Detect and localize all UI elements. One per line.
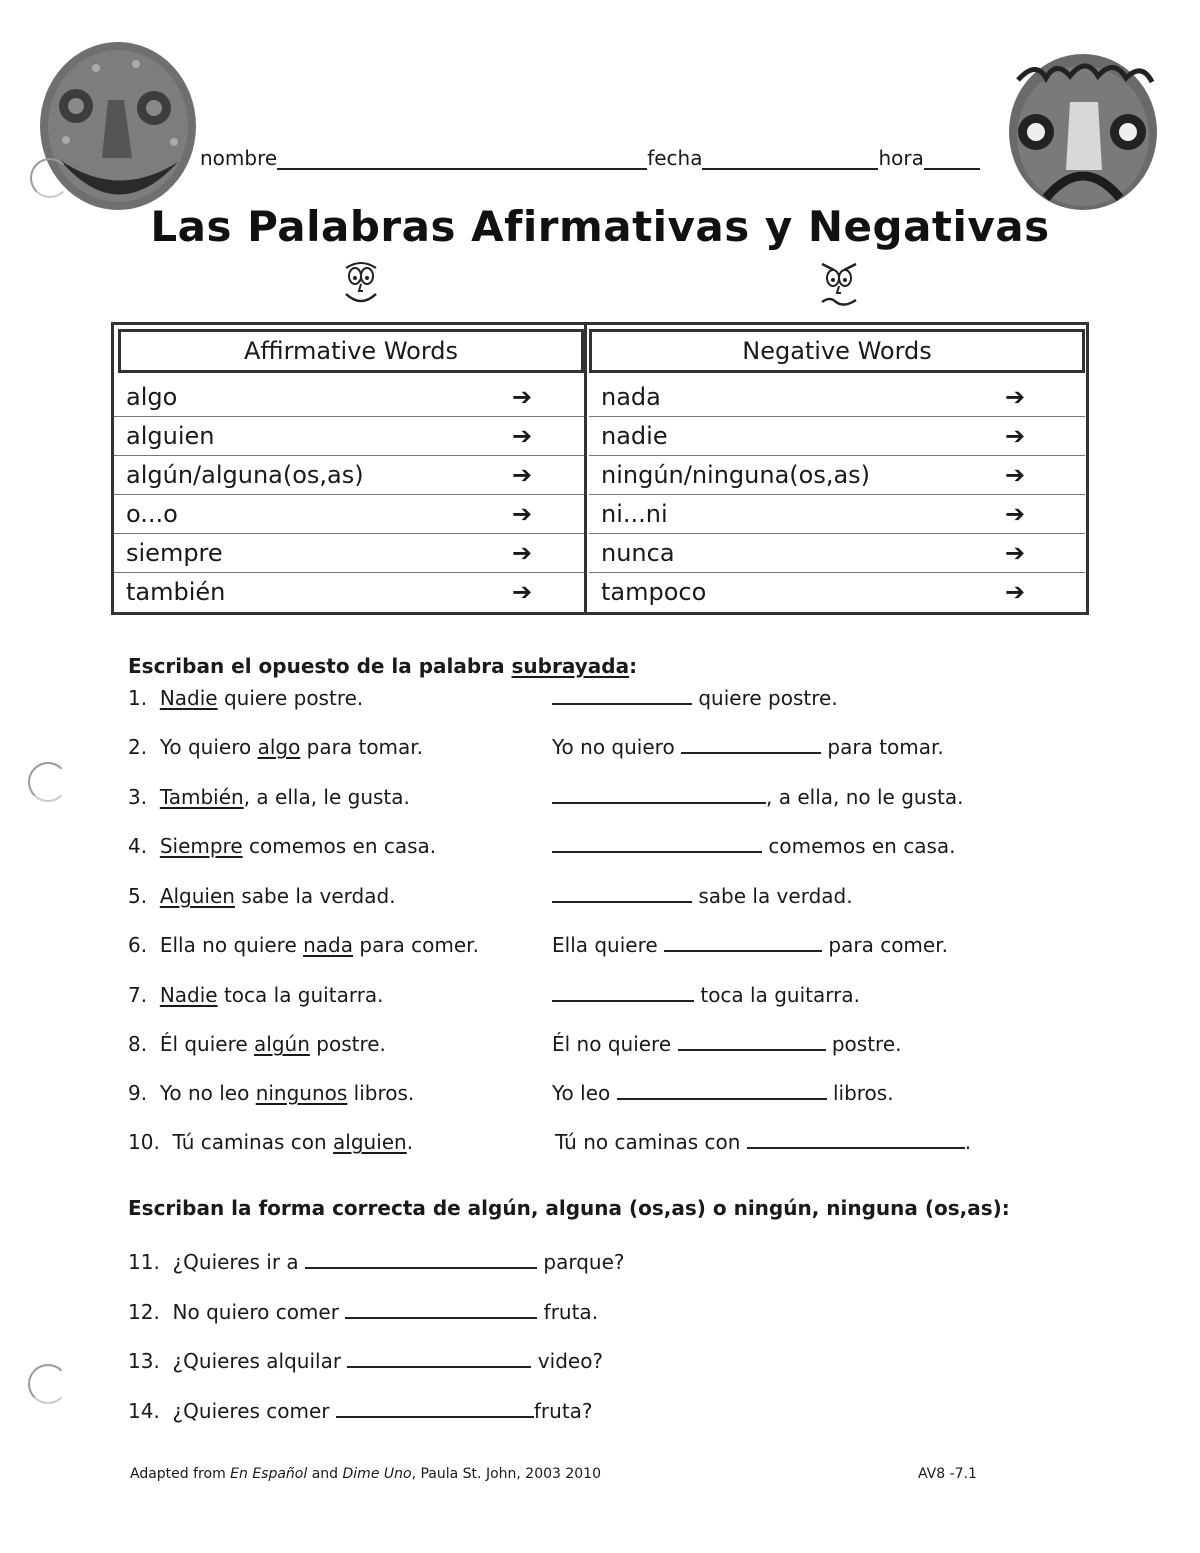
item-number: 14. — [128, 1399, 160, 1423]
response-text: Tú no caminas con — [555, 1130, 747, 1154]
item-number: 4. — [128, 834, 148, 858]
table-row — [114, 456, 584, 495]
response-text: para tomar. — [821, 735, 944, 759]
negative-column — [589, 378, 1085, 612]
exercise-response — [552, 933, 948, 957]
arrow-icon: ➔ — [1005, 578, 1026, 606]
affirmative-word: algo — [126, 383, 178, 411]
answer-blank[interactable] — [552, 689, 692, 705]
arrow-icon: ➔ — [512, 539, 533, 567]
affirmative-word: algún/alguna(os,as) — [126, 461, 364, 489]
response-text: toca la guitarra. — [694, 983, 860, 1007]
response-text: para comer. — [822, 933, 948, 957]
item-number: 9. — [128, 1081, 148, 1105]
exercise-response — [552, 834, 956, 858]
response-text: Él no quiere — [552, 1032, 678, 1056]
arrow-icon: ➔ — [1005, 500, 1026, 528]
exercise-prompt — [128, 1349, 603, 1373]
affirmative-word: siempre — [126, 539, 223, 567]
underlined-word: Siempre — [159, 834, 243, 858]
nombre-label: nombre — [200, 146, 278, 170]
prompt-text: toca la guitarra. — [217, 983, 384, 1007]
table-row — [589, 417, 1085, 456]
negative-word: ni...ni — [601, 500, 668, 528]
table-row — [589, 573, 1085, 612]
answer-blank[interactable] — [678, 1035, 826, 1051]
response-text: Yo no quiero — [552, 735, 682, 759]
answer-blank[interactable] — [552, 788, 766, 804]
exercise-prompt — [128, 1399, 593, 1423]
exercise-prompt — [128, 983, 384, 1007]
footer-credit — [130, 1466, 601, 1482]
response-text: quiere postre. — [692, 686, 838, 710]
item-number: 2. — [128, 735, 148, 759]
instruction-underlined-word: subrayada — [511, 654, 630, 678]
answer-blank[interactable] — [347, 1352, 531, 1368]
table-row — [589, 378, 1085, 417]
exercise-response — [555, 1130, 971, 1154]
fecha-label: fecha — [647, 146, 703, 170]
table-row — [114, 417, 584, 456]
response-text: Ella quiere — [552, 933, 665, 957]
punch-hole-mark — [30, 158, 70, 198]
prompt-text: video? — [531, 1349, 604, 1373]
exercise-response — [552, 1032, 902, 1056]
arrow-icon: ➔ — [1005, 539, 1026, 567]
affirmative-word: también — [126, 578, 226, 606]
instruction-colon: : — [629, 654, 638, 678]
book-title: Dime Uno — [342, 1466, 412, 1482]
affirmative-word: o...o — [126, 500, 178, 528]
prompt-text: para comer. — [353, 933, 479, 957]
exercise-response — [552, 983, 860, 1007]
prompt-text: parque? — [537, 1250, 625, 1274]
underlined-word: Nadie — [159, 983, 218, 1007]
frowning-face-doodle-icon — [816, 256, 862, 310]
prompt-text: Ella no quiere — [159, 933, 304, 957]
answer-blank[interactable] — [747, 1133, 965, 1149]
arrow-icon: ➔ — [1005, 383, 1026, 411]
item-number: 6. — [128, 933, 148, 957]
response-text: libros. — [826, 1081, 894, 1105]
prompt-text: ¿Quieres ir a — [172, 1250, 306, 1274]
answer-blank[interactable] — [305, 1253, 537, 1269]
answer-blank[interactable] — [345, 1303, 537, 1319]
prompt-text: fruta. — [537, 1300, 599, 1324]
credit-text: , Paula St. John, 2003 2010 — [411, 1466, 601, 1482]
exercise-response — [552, 686, 838, 710]
underlined-word: alguien — [333, 1130, 407, 1154]
credit-text: and — [307, 1466, 343, 1482]
negative-word: nada — [601, 383, 661, 411]
prompt-text: sabe la verdad. — [234, 884, 396, 908]
response-text: . — [964, 1130, 972, 1154]
sad-mask-illustration — [1006, 50, 1161, 212]
response-text: postre. — [825, 1032, 902, 1056]
response-text: sabe la verdad. — [692, 884, 853, 908]
item-number: 5. — [128, 884, 148, 908]
answer-blank[interactable] — [336, 1402, 534, 1418]
hora-field[interactable] — [924, 150, 980, 170]
table-row — [589, 534, 1085, 573]
prompt-text: Yo no leo — [159, 1081, 256, 1105]
prompt-text: ¿Quieres alquilar — [172, 1349, 348, 1373]
exercise-prompt — [128, 884, 396, 908]
item-number: 3. — [128, 785, 148, 809]
table-row — [114, 495, 584, 534]
section1-instruction — [128, 654, 637, 678]
arrow-icon: ➔ — [512, 383, 533, 411]
fecha-field[interactable] — [702, 150, 878, 170]
item-number: 13. — [128, 1349, 160, 1373]
answer-blank[interactable] — [552, 887, 692, 903]
arrow-icon: ➔ — [512, 461, 533, 489]
item-number: 11. — [128, 1250, 160, 1274]
arrow-icon: ➔ — [1005, 461, 1026, 489]
table-column-divider — [584, 322, 587, 615]
underlined-word: Alguien — [159, 884, 235, 908]
prompt-text: Yo quiero — [159, 735, 258, 759]
punch-hole-mark — [28, 1364, 68, 1404]
answer-blank[interactable] — [664, 936, 822, 952]
exercise-response — [552, 884, 853, 908]
underlined-word: Nadie — [159, 686, 218, 710]
affirmative-negative-table — [111, 322, 1089, 615]
smiling-face-doodle-icon — [338, 258, 384, 312]
page-title: Las Palabras Afirmativas y Negativas — [150, 202, 1050, 251]
response-text: Yo leo — [552, 1081, 617, 1105]
prompt-text: Él quiere — [159, 1032, 255, 1056]
prompt-text: fruta? — [533, 1399, 593, 1423]
answer-blank[interactable] — [681, 738, 821, 754]
exercise-prompt — [128, 1081, 414, 1105]
negative-word: nunca — [601, 539, 675, 567]
name-date-period-row — [200, 140, 980, 170]
exercise-prompt — [128, 1130, 413, 1154]
item-number: 7. — [128, 983, 148, 1007]
arrow-icon: ➔ — [512, 422, 533, 450]
prompt-text: Tú caminas con — [172, 1130, 334, 1154]
answer-blank[interactable] — [552, 986, 694, 1002]
credit-text: Adapted from — [130, 1466, 231, 1482]
item-number: 1. — [128, 686, 148, 710]
prompt-text: comemos en casa. — [242, 834, 437, 858]
exercise-prompt — [128, 1300, 598, 1324]
prompt-text: quiere postre. — [217, 686, 364, 710]
affirmative-header: Affirmative Words — [118, 329, 584, 373]
item-number: 10. — [128, 1130, 160, 1154]
table-row — [589, 495, 1085, 534]
exercise-prompt — [128, 785, 410, 809]
book-title: En Español — [230, 1466, 308, 1482]
exercise-response — [552, 735, 944, 759]
affirmative-column — [114, 378, 584, 612]
prompt-text: postre. — [309, 1032, 386, 1056]
prompt-text: , a ella, le gusta. — [243, 785, 410, 809]
exercise-response — [552, 1081, 894, 1105]
affirmative-word: alguien — [126, 422, 215, 450]
exercise-response — [552, 785, 963, 809]
response-text: comemos en casa. — [762, 834, 956, 858]
table-row — [589, 456, 1085, 495]
negative-word: tampoco — [601, 578, 707, 606]
exercise-prompt — [128, 735, 423, 759]
answer-blank[interactable] — [617, 1084, 827, 1100]
negative-header: Negative Words — [589, 329, 1085, 373]
exercise-prompt — [128, 1250, 625, 1274]
response-text: , a ella, no le gusta. — [766, 785, 964, 809]
answer-blank[interactable] — [552, 837, 762, 853]
exercise-prompt — [128, 933, 479, 957]
exercise-prompt — [128, 686, 363, 710]
instruction-text: Escriban el opuesto de la palabra — [128, 654, 512, 678]
prompt-text: No quiero comer — [172, 1300, 346, 1324]
worksheet-code: AV8 -7.1 — [918, 1466, 977, 1482]
item-number: 8. — [128, 1032, 148, 1056]
table-row — [114, 573, 584, 612]
exercise-prompt — [128, 1032, 386, 1056]
underlined-word: algo — [257, 735, 301, 759]
prompt-text: . — [406, 1130, 414, 1154]
arrow-icon: ➔ — [512, 500, 533, 528]
negative-word: ningún/ninguna(os,as) — [601, 461, 871, 489]
hora-label: hora — [878, 146, 924, 170]
arrow-icon: ➔ — [1005, 422, 1026, 450]
underlined-word: ningunos — [255, 1081, 348, 1105]
arrow-icon: ➔ — [512, 578, 533, 606]
underlined-word: nada — [303, 933, 354, 957]
table-row — [114, 378, 584, 417]
prompt-text: para tomar. — [300, 735, 424, 759]
negative-word: nadie — [601, 422, 668, 450]
prompt-text: ¿Quieres comer — [172, 1399, 336, 1423]
punch-hole-mark — [28, 762, 68, 802]
exercise-prompt — [128, 834, 436, 858]
prompt-text: libros. — [347, 1081, 415, 1105]
table-row — [114, 534, 584, 573]
section2-instruction: Escriban la forma correcta de algún, alguna (os,as) o ningún, ninguna (os,as): — [128, 1196, 1010, 1220]
underlined-word: También — [159, 785, 244, 809]
item-number: 12. — [128, 1300, 160, 1324]
nombre-field[interactable] — [277, 150, 647, 170]
underlined-word: algún — [254, 1032, 310, 1056]
